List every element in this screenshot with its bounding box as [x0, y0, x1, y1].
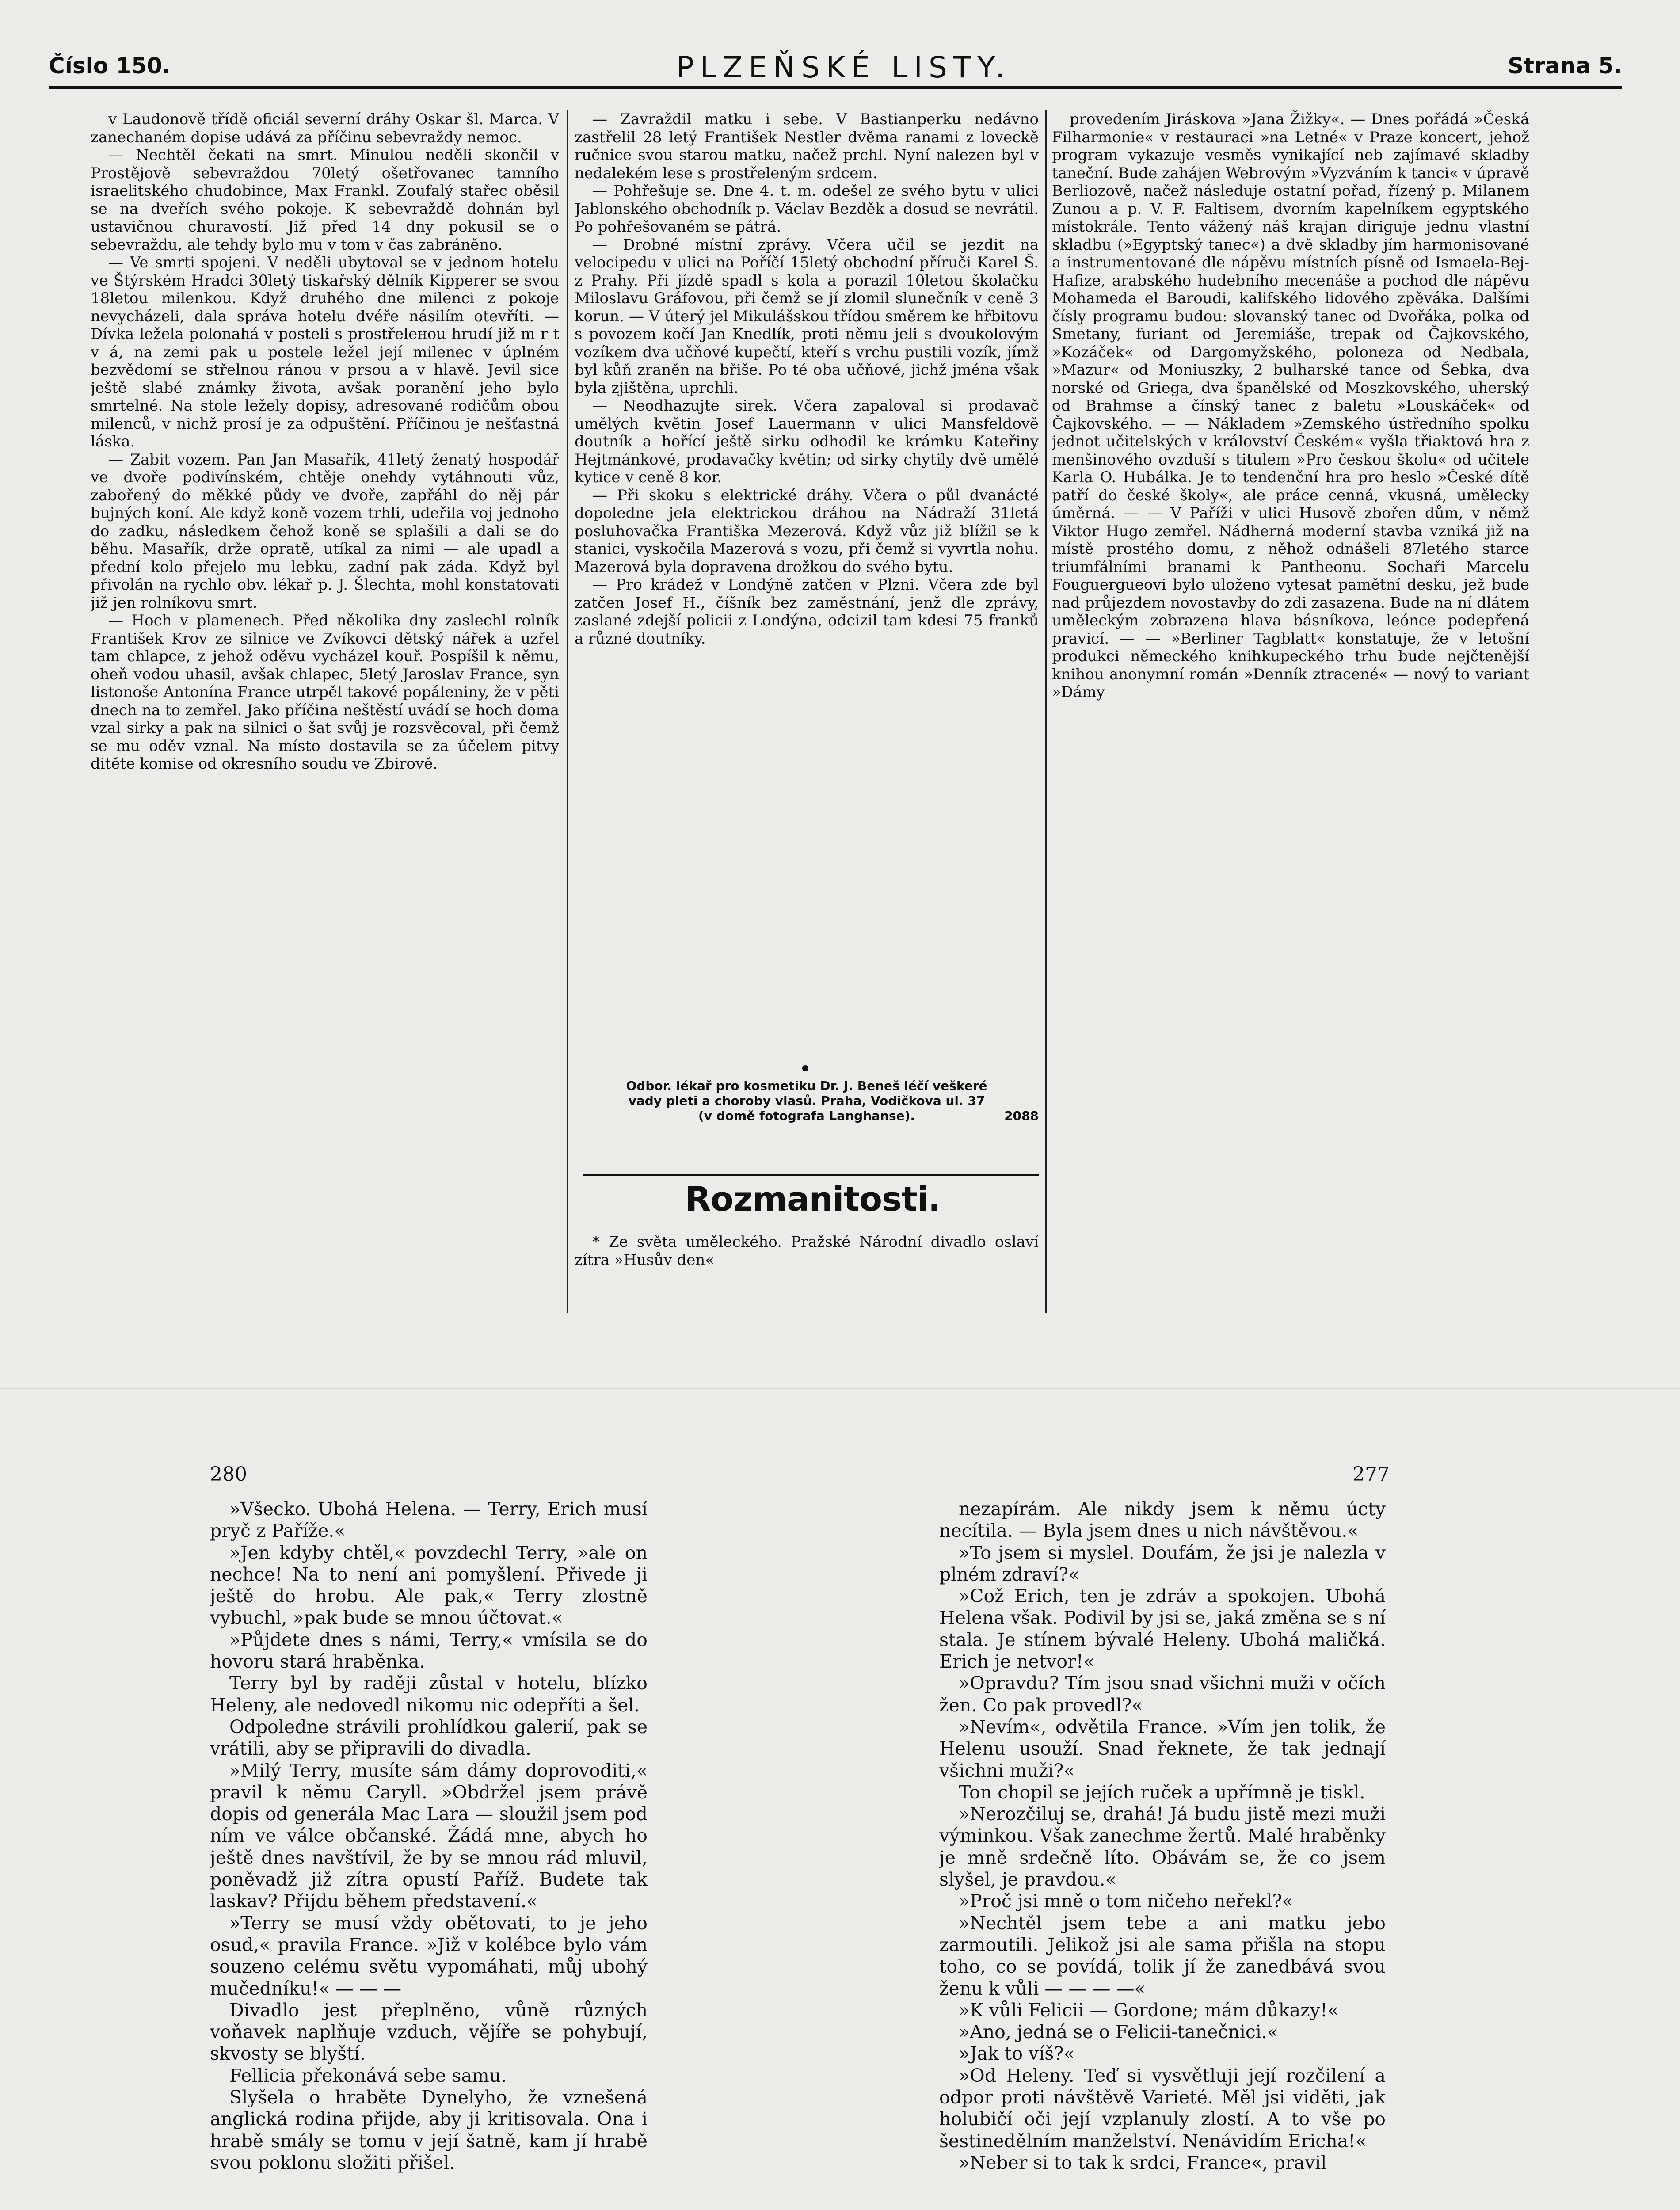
news-paragraph: — Pro krádež v Londýně zatčen v Plzni. Včera zde byl zatčen Josef H., číšník bez zaměstnání, jenž dle zprávy, zaslané zdejší policii z Londýna, odcizil tam kdesi 75 franků a různé doutníky.: [575, 576, 1039, 648]
book-paragraph: »Nevím«, odvětila France. »Vím jen tolik, že Helenu usouží. Snad řeknete, že tak jednají všichni muži?«: [939, 1716, 1386, 1781]
news-paragraph: — Ve smrti spojeni. V neděli ubytoval se v jednom hotelu ve Štýrském Hradci 30letý tiskařský dělník Kipperer se svou 18letou milenkou. Když druhého dne milenci z pokoje nevycházeli, dala správa hotelu dvéře násilím otevříti. — Dívka ležela polonahá v posteli s prostřeleнou hrudí již m r t v á, na zemi pak u postele ležel její milenec v úplném bezvědomí se střelnou ránou v prsou a v hlavě. Jevil sice ještě slabé známky života, avšak poranění jeho bylo smrtelné. Na stole ležely dopisy, adresované rodičům obou milenců, v nichž prosí je za odpuštění. Příčinou je nešťastná láska.: [91, 254, 559, 450]
article-column-2: [575, 110, 1039, 1052]
news-paragraph: — Pohřešuje se. Dne 4. t. m. odešel ze svého bytu v ulici Jablonského obchodník p. Václav Bezděk a dosud se nevrátil. Po pohřešovaném se pátrá.: [575, 182, 1039, 236]
book-paragraph: Ton chopil se jejích ruček a upřímně je tiskl.: [959, 1781, 1365, 1803]
book-paragraph: Fellicia překonává sebe samu.: [229, 2065, 507, 2086]
news-paragraph: provedením Jiráskova »Jana Žižky«. — Dnes pořádá »Česká Filharmonie« v restauraci »na Letné« v Praze koncert, jehož program vykazuje vesměs vynikající neb zajímavé skladby taneční. Bude zahájen Webrovým »Vyzváním k tanci« v úpravě Berliozově, načež následuje ostatní pořad, řízený p. Milanem Zunou a p. V. F. Faltisem, dvorním kapelníkem egyptského místokrále. Tento vážený náš krajan diriguje jednu vlastní skladbu (»Egyptský tanec«) a dvě skladby jím harmonisované a instrumentované dle nápěvu místních písně od Ismaela-Bej-Hafize, arabského hudebního mecenáše a pochod dle nápěvu Mohameda el Baroudi, kalifského lidového zpěváka. Dalšími čísly programu budou: slovanský tanec od Dvořáka, polka od Smetany, furiant od Jeremiáše, trepak od Čajkovského, »Kozáček« od Dargomyžského, poloneza od Nedbala, »Mazur« od Moniuszky, 2 bulharské tance od Šebka, dva norské od Griega, dva španělské od Moszkovského, uherský od Brahmse a čínský tanec z baletu »Louskáček« od Čajkovského. — — Nákladem »Zemského ústředního spolku jednot učitelských v království Českém« vyšla třiaktová hra z menšinového ovzduší s titulem »Pro českou školu« od učitele Karla O. Hubálka. Je to tendenční hra pro heslo »České dítě patří do české školy«, ale práce cenná, vkusná, umělecky úměrná. — — V Paříži v ulici Husově zbořen dům, v němž Viktor Hugo zemřel. Nádherná moderní stavba vzniká již na místě prostého domu, z něhož odnášeli 87letého starce triumfálními branami k Pantheonu. Sochaři Marcelu Fouguergueovi bylo uloženo vytesat pamětní desku, jež bude nad průjezdem novostavby do zdi zasazena. Bude na ní dlátem uměleckým zobrazena hlava básníkova, leónce podepřená pravicí. — — »Berliner Tagblatt« konstatuje, že v letošní produkci německého knihkupeckého trhu bude nejčtenější knihou anonymní román »Denník ztracené« — nový to variant »Dámy: [1052, 110, 1529, 701]
newspaper-title: PLZEŇSKÉ LISTY.: [676, 50, 1011, 84]
ad-line-3: (v domě fotografa Langhanse).: [698, 1109, 915, 1123]
book-paragraph: »Všecko. Ubohá Helena. — Terry, Erich musí pryč z Paříže.«: [210, 1498, 648, 1542]
section-lead: * Ze světa uměleckého. Pražské Národní divadlo oslaví zítra »Husův den«: [575, 1233, 1039, 1269]
page-header: [49, 50, 1622, 88]
advertisement: [575, 1078, 1039, 1124]
news-paragraph: — Nechtěl čekati na smrt. Minulou neděli skončil v Prostějově sebevraždou 70letý ošetřovanec tamního israelitského chudobince, Max Frankl. Zoufalý stařec oběsil se na dveřích svého pokoje. K sebevraždě dohnán byl ustavičnou churavostí. Již před 14 dny pokusil se o sebevraždu, ale tehdy bylo mu v tom v čas zabráněno.: [91, 146, 559, 254]
book-paragraph: »Neber si to tak k srdci, France«, pravil: [959, 2152, 1327, 2173]
book-paragraph: »Nechtěl jsem tebe a ani matku jebo zarmoutili. Jelikož jsi ale sama přišla na stopu toho, co se povídá, tolik jí že zanedbává svou ženu k vůli — — — —«: [939, 1912, 1386, 1999]
page-fold: [0, 1388, 1680, 1389]
book-paragraph: Slyšela o hraběte Dynelyho, že vznešená anglická rodina přijde, aby ji kritisovala. Ona i hrabě smály se tomu v její šatně, kam jí hrabě svou poklonu složiti přišel.: [210, 2087, 648, 2173]
book-page-left: [210, 1498, 648, 2210]
ad-line-2: vady pleti a choroby vlasů. Praha, Vodičkova ul. 37: [628, 1094, 985, 1108]
news-paragraph: v Laudonově třídě oficiál severní dráhy Oskar šl. Marca. V zanechaném dopise udává za příčinu sebevraždy nemoc.: [91, 110, 559, 146]
book-paragraph: »Jak to víš?«: [959, 2043, 1075, 2065]
section-rule: [583, 1174, 1039, 1176]
book-paragraph: »Což Erich, ten je zdráv a spokojen. Ubohá Helena však. Podivil by jsi se, jaká změna se s ní stala. Je stínem bývalé Heleny. Ubohá maličká. Erich je netvor!«: [939, 1585, 1386, 1673]
column-divider: [567, 110, 568, 1313]
book-paragraph: Divadlo jest přeplněno, vůně různých voňavek naplňuje vzduch, vějíře se pohybují, skvosty se blyští.: [210, 1999, 648, 2065]
header-rule: [49, 86, 1622, 89]
book-paragraph: »Nerozčiluj se, drahá! Já budu jistě mezi muži výminkou. Však zanechme žertů. Malé hraběnky je mně srdečně líto. Obávám se, že co jsem slyšel, je pravdou.«: [939, 1803, 1386, 1890]
news-paragraph: — Zavraždil matku i sebe. V Bastianperku nedávno zastřelil 28 letý František Nestler dvěma ranami z loveckě ručnice svou starou matku, načež prchl. Nyní nalezen byl v nedalekém lese s prostřeleným srdcem.: [575, 110, 1039, 182]
article-column-3: [1052, 110, 1529, 1317]
book-paragraph: Terry byl by raději zůstal v hotelu, blízko Heleny, ale nedovedl nikomu nic odepříti a šel.: [210, 1673, 648, 1716]
book-paragraph: »Milý Terry, musíte sám dámy doprovoditi,« pravil k němu Caryll. »Obdržel jsem právě dopis od generála Mac Lara — sloužil jsem pod ním ve válce občanské. Žádá mne, abych ho ještě dnes navštívil, že by se mnou rád mluvil, poněvadž již zítra opustí Paříž. Budete tak laskav? Přijdu během představení.«: [210, 1760, 648, 1912]
news-paragraph: — Neodhazujte sirek. Včera zapaloval si prodavač umělých květin Josef Lauermann v ulici Mansfeldově doutník a hořící ještě sirku odhodil ke krámku Kateřiny Hejtmánkové, prodavačky květin; od sirky chytily dvě umělé kytice v ceně 8 kor.: [575, 397, 1039, 486]
news-paragraph: — Při skoku s elektrické dráhy. Včera o půl dvanácté dopoledne jela elektrickou dráhou na Nádraží 31letá posluhovačka Františka Mezerová. Když vůz již blížil se k stanici, vyskočila Mazerová s vozu, při čemž si vyvrtla nohu. Mazerová byla dopravena drožkou do svého bytu.: [575, 486, 1039, 576]
book-paragraph: »To jsem si myslel. Doufám, že jsi je nalezla v plném zdraví?«: [939, 1542, 1386, 1585]
book-page-right: [939, 1498, 1386, 2179]
news-paragraph: — Hoch v plamenech. Před několika dny zaslechl rolník František Krov ze silnice ve Zvíkovci dětský nářek a uzřel tam chlapce, z jehož oděvu vycházel kouř. Pospíšil k němu, oheň vodou uhasil, avšak chlapec, 5letý Jaroslav France, syn listonoše Antonína France utrpěl takové popáleniny, že v pěti dnech na to zemřel. Jako příčina neštěstí uvádí se hoch doma vzal sirky a pak na silnici o šat svůj je rozsvěcoval, při čemž se mu oděv vznal. Na místo dostavila se za účelem pitvy ditěte komise od okresního soudu ve Zbirově.: [91, 612, 559, 773]
book-paragraph: »Terry se musí vždy obětovati, to je jeho osud,« pravila France. »Již v kolébce bylo vám souzeno celému světu vypomáhati, můj ubohý mučedníku!« — — —: [210, 1912, 648, 1999]
section-title: Rozmanitosti.: [685, 1179, 941, 1219]
book-paragraph: »Půjdete dnes s námi, Terry,« vmísila se do hovoru stará hraběnka.: [210, 1629, 648, 1673]
book-paragraph: »Opravdu? Tím jsou snad všichni muži v očích žen. Co pak provedl?«: [939, 1673, 1386, 1716]
book-paragraph: »K vůli Felicii — Gordone; mám důkazy!«: [959, 1999, 1339, 2021]
ad-bullet: [802, 1065, 808, 1071]
book-paragraph: »Ano, jedná se o Felicii-tanečnici.«: [959, 2021, 1279, 2043]
issue-number: Číslo 150.: [49, 53, 171, 79]
column-divider: [1045, 110, 1047, 1313]
book-paragraph: nezapírám. Ale nikdy jsem k němu úcty necítila. — Byla jsem dnes u nich návštěvou.«: [939, 1498, 1386, 1542]
book-paragraph: »Jen kdyby chtěl,« povzdechl Terry, »ale on nechce! Na to není ani pomyšlení. Přivede ji ještě do hrobu. Ale pak,« Terry zlostně vybuchl, »pak bude se mnou účtovat.«: [210, 1542, 648, 1629]
book-page-number-left: 280: [210, 1463, 247, 1486]
article-column-1: [91, 110, 559, 1317]
ad-code: 2088: [1004, 1109, 1039, 1123]
book-page-number-right: 277: [1352, 1463, 1390, 1486]
news-paragraph: — Drobné místní zprávy. Včera učil se jezdit na velocipedu v ulici na Poříčí 15letý obchodní příruči Karel Š. z Prahy. Při jízdě spadl s kola a porazil 10letou školačku Miloslavu Gráfovou, při čemž se jí zlomil slunečník v ceně 3 korun. — V úterý jel Mikulášskou třídou směrem ke hřbitovu s povozem kočí Jan Knedlík, proti němu jeli s dvoukolovým vozíkem dva učňové kupečtí, kteří s vrchu pustili vozík, jímž byl kůň zraněn na břiše. Po té oba učňové, jichž jména však byla zjištěna, uprchli.: [575, 236, 1039, 397]
book-paragraph: »Od Heleny. Teď si vysvětluji její rozčilení a odpor proti návštěvě Varieté. Měl jsi viděti, jak holubičí oči její vzplanuly zlostí. A to vše po šestinedělním manželství. Nenávidím Ericha!«: [939, 2065, 1386, 2152]
page-number: Strana 5.: [1508, 53, 1622, 79]
book-paragraph: Odpoledne strávili prohlídkou galerií, pak se vrátili, aby se připravili do divadla.: [210, 1716, 648, 1760]
book-paragraph: »Proč jsi mně o tom ničeho neřekl?«: [959, 1890, 1293, 1912]
news-paragraph: — Zabit vozem. Pan Jan Masařík, 41letý ženatý hospodář ve dvoře podivínském, chtěje onehdy vytáhnouti vůz, zabořený do měkké půdy ve dvoře, zapřáhl do něj pár bujných koní. Ale když koně vozem trhli, udeřila voj jednoho do zadku, následkem čehož koně se splašili a dali se do běhu. Masařík, drže opratě, utíkal za nimi — ale upadl a přední kolo přejelo mu lebku, zadní pak záda. Když byl přivolán na rychlo obv. lékař p. J. Šlechta, mohl konstatovati již jen rolníkovu smrt.: [91, 450, 559, 612]
ad-line-1: Odbor. lékař pro kosmetiku Dr. J. Beneš léčí veškeré: [626, 1078, 987, 1093]
